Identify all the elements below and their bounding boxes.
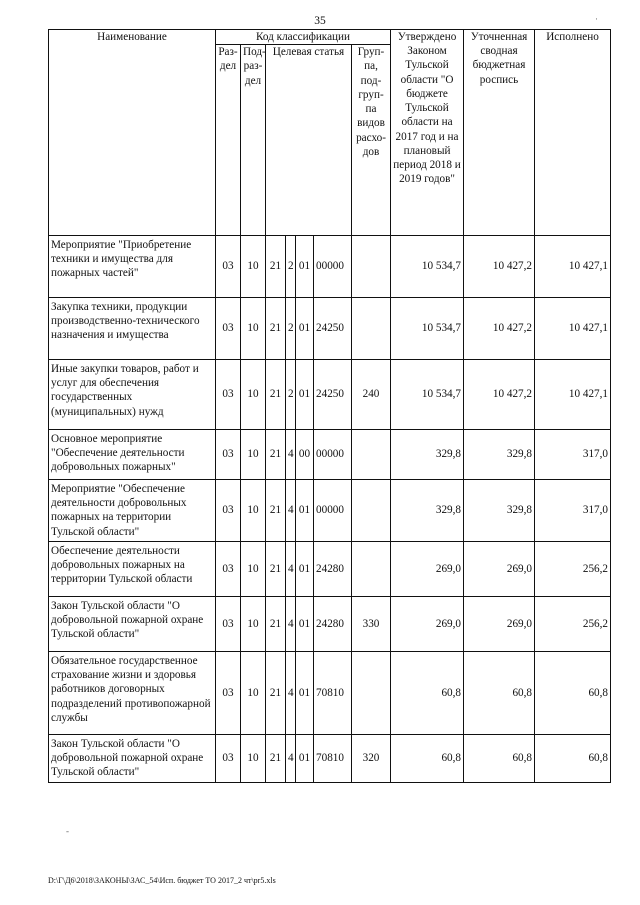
cell-cs3: 01: [296, 298, 314, 360]
cell-cs1: 21: [266, 480, 286, 542]
header-podrazdel: Под-раз-дел: [241, 45, 266, 236]
header-executed: Исполнено: [535, 30, 611, 236]
cell-vid: [352, 480, 391, 542]
header-name: Наименование: [49, 30, 216, 236]
cell-refined: 269,0: [464, 542, 535, 597]
cell-cs1: 21: [266, 236, 286, 298]
header-code-group: Код классификации: [216, 30, 391, 45]
cell-razdel: 03: [216, 298, 241, 360]
cell-razdel: 03: [216, 735, 241, 783]
cell-podrazdel: 10: [241, 480, 266, 542]
cell-cs4: 24250: [314, 298, 352, 360]
cell-approved: 269,0: [391, 597, 464, 652]
cell-vid: [352, 542, 391, 597]
header-row-top: [49, 30, 611, 45]
table-row: [49, 430, 611, 480]
cell-approved: 10 534,7: [391, 298, 464, 360]
cell-name: Обязательное государственное страхование жизни и здоровья работников договорных подразделений противопожарной службы: [49, 652, 216, 735]
cell-vid: [352, 652, 391, 735]
cell-executed: 256,2: [535, 542, 611, 597]
cell-refined: 10 427,2: [464, 360, 535, 430]
cell-cs4: 00000: [314, 480, 352, 542]
header-approved: Утверждено Законом Тульской области "О бюджете Тульской области на 2017 год и на плановый период 2018 и 2019 годов": [391, 30, 464, 236]
cell-cs3: 01: [296, 360, 314, 430]
cell-cs4: 00000: [314, 430, 352, 480]
cell-podrazdel: 10: [241, 735, 266, 783]
cell-refined: 10 427,2: [464, 298, 535, 360]
cell-cs1: 21: [266, 735, 286, 783]
cell-cs2: 4: [286, 652, 296, 735]
cell-name: Закупка техники, продукции производственно-технического назначения и имущества: [49, 298, 216, 360]
cell-refined: 60,8: [464, 735, 535, 783]
header-razdel: Раз-дел: [216, 45, 241, 236]
cell-name: Обеспечение деятельности добровольных пожарных на территории Тульской области: [49, 542, 216, 597]
cell-name: Иные закупки товаров, работ и услуг для обеспечения государственных (муниципальных) нужд: [49, 360, 216, 430]
cell-executed: 10 427,1: [535, 298, 611, 360]
cell-vid: 320: [352, 735, 391, 783]
cell-name: Мероприятие "Приобретение техники и имущества для пожарных частей": [49, 236, 216, 298]
header-celevaya: Целевая статья: [266, 45, 352, 236]
cell-refined: 10 427,2: [464, 236, 535, 298]
page-number: 35: [314, 15, 326, 27]
cell-cs1: 21: [266, 597, 286, 652]
cell-vid: [352, 298, 391, 360]
cell-executed: 317,0: [535, 430, 611, 480]
cell-cs2: 4: [286, 480, 296, 542]
cell-podrazdel: 10: [241, 236, 266, 298]
cell-podrazdel: 10: [241, 597, 266, 652]
cell-podrazdel: 10: [241, 360, 266, 430]
cell-podrazdel: 10: [241, 542, 266, 597]
cell-approved: 10 534,7: [391, 360, 464, 430]
cell-vid: [352, 236, 391, 298]
cell-cs2: 4: [286, 597, 296, 652]
cell-cs4: 70810: [314, 735, 352, 783]
cell-name: Основное мероприятие "Обеспечение деятельности добровольных пожарных": [49, 430, 216, 480]
cell-cs1: 21: [266, 652, 286, 735]
footer-file-path: D:\Г\Д6\2018\ЗАКОНЫ\ЗАС_54\Исп. бюджет ТО 2017_2 чт\pr5.xls: [48, 876, 276, 885]
cell-razdel: 03: [216, 360, 241, 430]
cell-cs4: 24250: [314, 360, 352, 430]
table-row: [49, 480, 611, 542]
cell-cs3: 00: [296, 430, 314, 480]
cell-podrazdel: 10: [241, 430, 266, 480]
table-row: [49, 298, 611, 360]
cell-executed: 256,2: [535, 597, 611, 652]
cell-cs3: 01: [296, 735, 314, 783]
cell-cs3: 01: [296, 542, 314, 597]
budget-table: [48, 29, 611, 783]
cell-vid: 240: [352, 360, 391, 430]
table-row: [49, 735, 611, 783]
cell-cs4: 24280: [314, 597, 352, 652]
cell-cs1: 21: [266, 360, 286, 430]
cell-cs2: 4: [286, 430, 296, 480]
cell-approved: 60,8: [391, 652, 464, 735]
cell-vid: 330: [352, 597, 391, 652]
cell-podrazdel: 10: [241, 298, 266, 360]
cell-razdel: 03: [216, 542, 241, 597]
cell-cs2: 2: [286, 298, 296, 360]
scan-mark: ·: [595, 14, 598, 24]
header-gruppa: Груп-па, под-груп-па видов расхо-дов: [352, 45, 391, 236]
cell-refined: 60,8: [464, 652, 535, 735]
cell-razdel: 03: [216, 430, 241, 480]
cell-cs3: 01: [296, 597, 314, 652]
cell-cs3: 01: [296, 236, 314, 298]
cell-approved: 10 534,7: [391, 236, 464, 298]
cell-cs1: 21: [266, 298, 286, 360]
cell-approved: 329,8: [391, 480, 464, 542]
cell-refined: 329,8: [464, 480, 535, 542]
cell-cs4: 24280: [314, 542, 352, 597]
cell-cs2: 4: [286, 542, 296, 597]
scan-mark: -: [66, 826, 69, 836]
cell-approved: 269,0: [391, 542, 464, 597]
cell-cs1: 21: [266, 542, 286, 597]
cell-executed: 10 427,1: [535, 360, 611, 430]
cell-cs3: 01: [296, 652, 314, 735]
cell-refined: 329,8: [464, 430, 535, 480]
table-row: [49, 542, 611, 597]
cell-refined: 269,0: [464, 597, 535, 652]
header-refined: Уточненная сводная бюджетная роспись: [464, 30, 535, 236]
cell-podrazdel: 10: [241, 652, 266, 735]
cell-name: Закон Тульской области "О добровольной пожарной охране Тульской области": [49, 597, 216, 652]
cell-executed: 10 427,1: [535, 236, 611, 298]
table-row: [49, 360, 611, 430]
cell-razdel: 03: [216, 597, 241, 652]
cell-cs2: 2: [286, 360, 296, 430]
cell-executed: 317,0: [535, 480, 611, 542]
table-row: [49, 597, 611, 652]
cell-razdel: 03: [216, 652, 241, 735]
cell-executed: 60,8: [535, 735, 611, 783]
cell-cs4: 00000: [314, 236, 352, 298]
cell-name: Мероприятие "Обеспечение деятельности добровольных пожарных на территории Тульской области": [49, 480, 216, 542]
cell-cs2: 2: [286, 236, 296, 298]
cell-executed: 60,8: [535, 652, 611, 735]
cell-cs4: 70810: [314, 652, 352, 735]
cell-approved: 329,8: [391, 430, 464, 480]
cell-razdel: 03: [216, 480, 241, 542]
cell-name: Закон Тульской области "О добровольной пожарной охране Тульской области": [49, 735, 216, 783]
cell-vid: [352, 430, 391, 480]
table-row: [49, 236, 611, 298]
cell-approved: 60,8: [391, 735, 464, 783]
cell-cs2: 4: [286, 735, 296, 783]
cell-cs1: 21: [266, 430, 286, 480]
table-row: [49, 652, 611, 735]
cell-razdel: 03: [216, 236, 241, 298]
cell-cs3: 01: [296, 480, 314, 542]
